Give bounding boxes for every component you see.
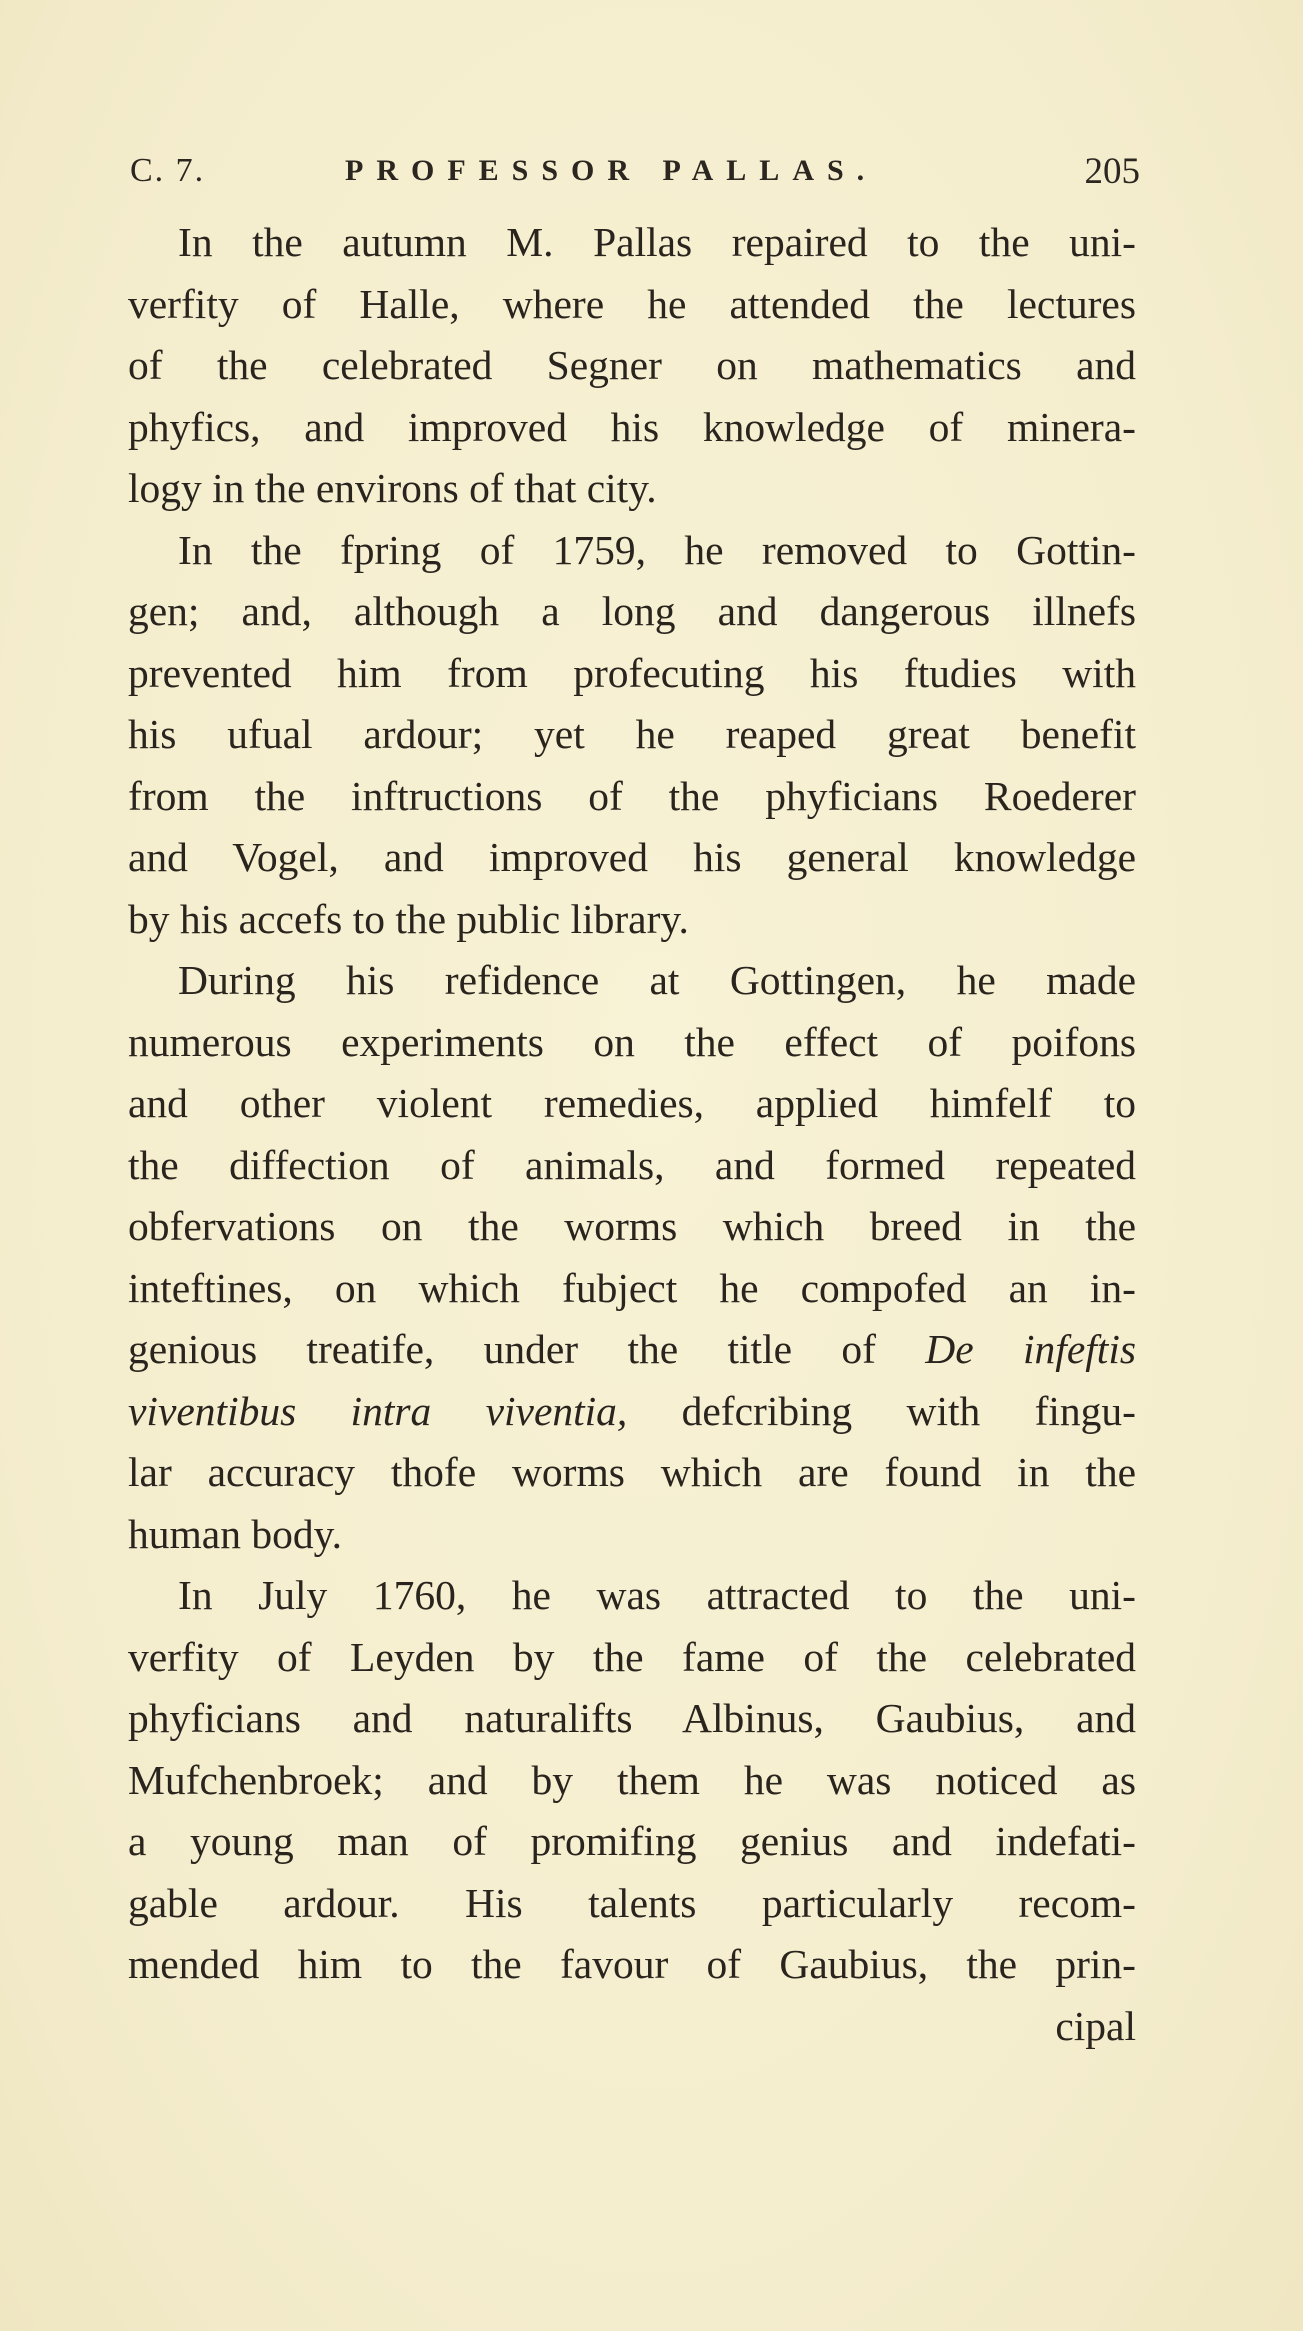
text-line: In July 1760, he was attracted to the uni- xyxy=(178,1572,1136,1618)
text-line: gen; and, although a long and dangerous illnefs xyxy=(128,588,1136,634)
text-line: the diffection of animals, and formed repeated xyxy=(128,1141,1136,1188)
text-line: verfity of Leyden by the fame of the celebrated xyxy=(128,1633,1136,1680)
text-line: mended him to the favour of Gaubius, the prin- xyxy=(128,1941,1136,1987)
text-line-part: defcribing with fingu- xyxy=(627,1387,1136,1434)
text-line: phyfics, and improved his knowledge of minera- xyxy=(128,403,1136,450)
text-line: and other violent remedies, applied himfelf to xyxy=(128,1080,1136,1126)
text-line: verfity of Halle, where he attended the lectures xyxy=(128,280,1136,327)
text-line: prevented him from profecuting his ftudies with xyxy=(128,649,1136,696)
text-line: from the inftructions of the phyficians Roederer xyxy=(128,772,1136,819)
text-line: lar accuracy thofe worms which are found in the xyxy=(128,1449,1136,1495)
text-line: by his accefs to the public library. xyxy=(128,895,689,942)
text-line xyxy=(128,1319,1136,1381)
text-line: numerous experiments on the effect of poifons xyxy=(128,1018,1136,1065)
text-line: logy in the environs of that city. xyxy=(128,465,657,511)
running-title: PROFESSOR PALLAS. xyxy=(345,154,878,187)
text-line-part: genious treatife, under the title of xyxy=(128,1326,926,1372)
body-text xyxy=(128,212,1136,2057)
italic-title: viventibus intra viventia, xyxy=(128,1387,628,1434)
text-line: In the fpring of 1759, he removed to Gottin- xyxy=(178,526,1136,573)
catchword: cipal xyxy=(1055,2002,1136,2049)
text-line: phyficians and naturalifts Albinus, Gaubius, and xyxy=(128,1695,1136,1741)
page-number: 205 xyxy=(1084,151,1140,192)
text-line: In the autumn M. Pallas repaired to the uni- xyxy=(178,219,1136,265)
text-line: human body. xyxy=(128,1510,343,1557)
text-line: obfervations on the worms which breed in the xyxy=(128,1203,1136,1249)
text-line: Mufchenbroek; and by them he was noticed as xyxy=(128,1756,1136,1803)
text-line: inteftines, on which fubject he compofed an in- xyxy=(128,1264,1136,1311)
text-line xyxy=(128,1381,1136,1443)
text-line: gable ardour. His talents particularly recom- xyxy=(128,1879,1136,1926)
italic-title: De infeftis xyxy=(925,1326,1136,1372)
text-line: of the celebrated Segner on mathematics and xyxy=(128,342,1136,388)
text-line: his ufual ardour; yet he reaped great benefit xyxy=(128,711,1136,757)
chapter-marker: C. 7. xyxy=(130,152,206,189)
running-header xyxy=(130,152,1140,196)
text-line: and Vogel, and improved his general knowledge xyxy=(128,834,1136,880)
text-line: a young man of promifing genius and indefati- xyxy=(128,1818,1136,1864)
text-line: During his refidence at Gottingen, he made xyxy=(178,957,1136,1003)
